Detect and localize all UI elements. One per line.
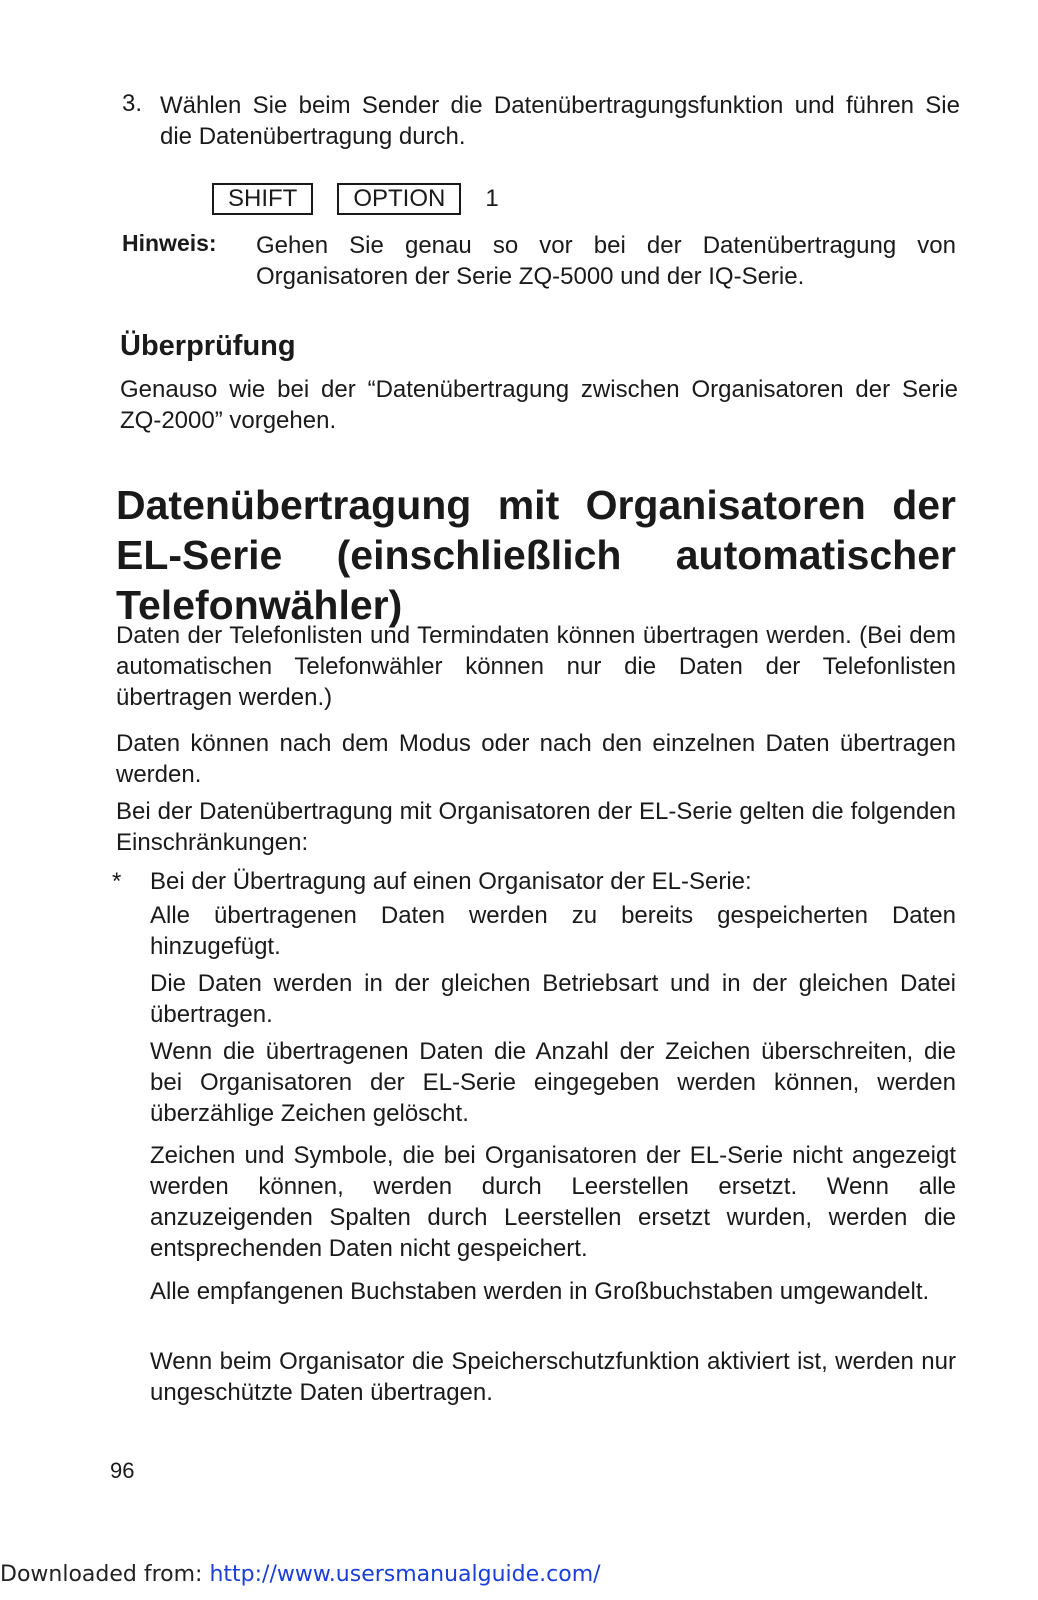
bullet-line-7: Wenn beim Organisator die Speicherschutzfunktion aktiviert ist, werden nur ungeschützte Daten übertragen. (150, 1348, 956, 1406)
option-key: OPTION (337, 183, 461, 215)
intro-paragraph-1: Daten der Telefonlisten und Termindaten können übertragen werden. (Bei dem automatischen Telefonwähler können nur die Daten der Telefonlisten übertragen werden.) (116, 622, 956, 711)
bullet-line-3: Die Daten werden in der gleichen Betriebsart und in der gleichen Datei übertragen. (150, 970, 956, 1028)
digit-key: 1 (485, 185, 499, 212)
check-text: Genauso wie bei der “Datenübertragung zwischen Organisatoren der Serie ZQ-2000” vorgehen. (120, 376, 958, 434)
key-sequence (212, 183, 499, 215)
page-number: 96 (110, 1458, 135, 1483)
step-text: Wählen Sie beim Sender die Datenübertragungsfunktion und führen Sie die Datenübertragung durch. (160, 92, 960, 150)
intro-paragraph-2: Daten können nach dem Modus oder nach den einzelnen Daten übertragen werden. (116, 730, 956, 788)
shift-key: SHIFT (212, 183, 313, 215)
step-number: 3. (122, 90, 143, 117)
bullet-marker: * (112, 868, 122, 895)
hint-label: Hinweis: (122, 230, 217, 256)
bullet-line-6: Alle empfangenen Buchstaben werden in Großbuchstaben umgewandelt. (150, 1278, 930, 1305)
footer-prefix: Downloaded from: (0, 1562, 210, 1587)
check-heading: Überprüfung (120, 330, 296, 362)
bullet-line-5: Zeichen und Symbole, die bei Organisatoren der EL-Serie nicht angezeigt werden können, werden durch Leerstellen ersetzt. Wenn alle anzuzeigenden Spalten durch Leerstellen ersetzt wurden, werden die entsprechenden Daten nicht gespeichert. (150, 1142, 956, 1262)
section-heading: Datenübertragung mit Organisatoren der EL-Serie (einschließlich automatischer Telefonwähler) (116, 482, 956, 628)
footer-link[interactable]: http://www.usersmanualguide.com/ (209, 1562, 601, 1587)
download-footer (0, 1562, 601, 1587)
bullet-line-4: Wenn die übertragenen Daten die Anzahl der Zeichen überschreiten, die bei Organisatoren der EL-Serie eingegeben werden können, werden überzählige Zeichen gelöscht. (150, 1038, 956, 1127)
bullet-line-1: Bei der Übertragung auf einen Organisator der EL-Serie: (150, 868, 752, 895)
hint-text: Gehen Sie genau so vor bei der Datenübertragung von Organisatoren der Serie ZQ-5000 und der IQ-Serie. (256, 232, 956, 290)
intro-paragraph-3: Bei der Datenübertragung mit Organisatoren der EL-Serie gelten die folgenden Einschränkungen: (116, 798, 956, 856)
bullet-line-2: Alle übertragenen Daten werden zu bereits gespeicherten Daten hinzugefügt. (150, 902, 956, 960)
